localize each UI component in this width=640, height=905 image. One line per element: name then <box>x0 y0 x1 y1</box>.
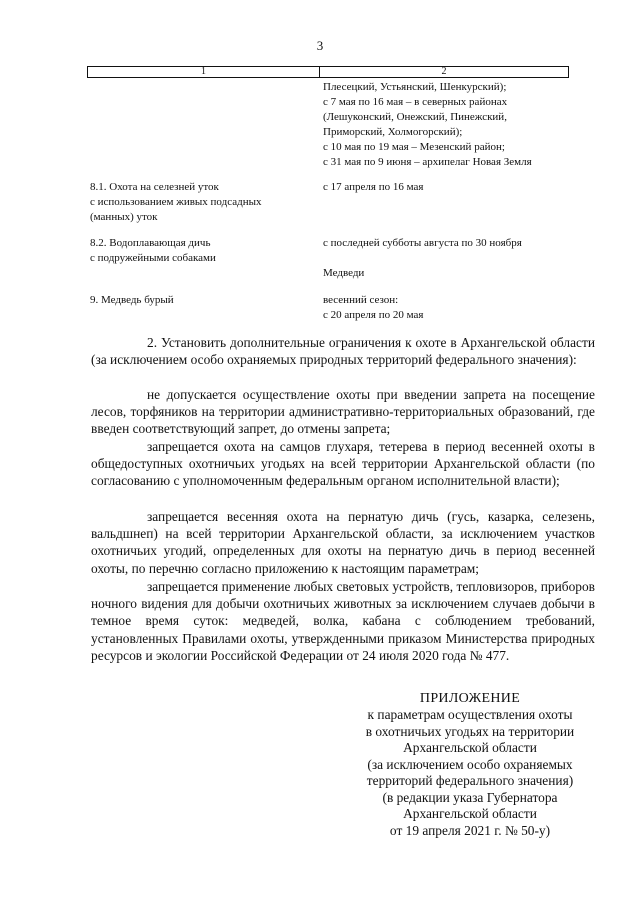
continuation-line: Плесецкий, Устьянский, Шенкурский); <box>323 81 507 93</box>
appendix-block <box>330 690 610 839</box>
appendix-line: (за исключением особо охраняемых <box>367 756 573 772</box>
continuation-line: с 7 мая по 16 мая – в северных районах <box>323 96 508 108</box>
page-number: 3 <box>316 38 324 53</box>
appendix-line: в охотничьих угодьях на территории <box>365 723 575 739</box>
column-1-header: 1 <box>88 67 320 78</box>
continuation-line: Приморский, Холмогорский); <box>323 126 463 138</box>
species-line: с использованием живых подсадных <box>90 196 262 208</box>
paragraph-restriction-2: запрещается охота на самцов глухаря, тетерева в период весенней охоты в общедоступных охотничьих угодьях на всей территории Архангельской области (по согласованию с уполномоченным федеральным органом исполнительной власти); <box>91 439 595 489</box>
species-line: (манных) уток <box>90 211 158 223</box>
table-header <box>87 66 569 78</box>
appendix-line: от 19 апреля 2021 г. № 50-у) <box>389 822 551 838</box>
paragraph-restriction-4: запрещается применение любых световых устройств, тепловизоров, приборов ночного видения для добычи охотничьих животных за исключением случаев добычи в темное время суток: медведей, волка, кабана с соблюдением требований, установленных Правилами охоты, утвержденными приказом Министерства природных ресурсов и экологии Российской Федерации от 24 июля 2020 года № 477. <box>91 579 595 663</box>
appendix-title: ПРИЛОЖЕНИЕ <box>419 691 521 706</box>
appendix-line: Архангельской области <box>403 740 537 755</box>
appendix-line: (в редакции указа Губернатора <box>382 789 558 805</box>
paragraph-restriction-3: запрещается весенняя охота на пернатую дичь (гусь, казарка, селезень, вальдшнеп) на всей территории Архангельской области, за исключением участков охотничьих угодий, определенных для охоты на пернатую дичь в период весенней охоты, по перечню согласно приложению к настоящим параметрам; <box>91 509 595 576</box>
paragraph-restriction-1: не допускается осуществление охоты при введении запрета на посещение лесов, торфяников на территории административно-территориальных образований, где введен соответствующий запрет, до отмены запрета; <box>91 387 595 437</box>
row-8-1-period <box>323 180 578 195</box>
continuation-line: с 31 мая по 9 июня – архипелаг Новая Земля <box>323 156 532 168</box>
period-line: с последней субботы августа по 30 ноября <box>323 237 522 249</box>
period-line: с 17 апреля по 16 мая <box>323 181 424 193</box>
species-line: 9. Медведь бурый <box>90 294 174 306</box>
row-8-2-period <box>323 236 578 251</box>
row-9-species <box>90 293 315 308</box>
species-line: 8.1. Охота на селезней уток <box>90 181 219 193</box>
period-line: с 20 апреля по 20 мая <box>323 309 424 321</box>
appendix-line: Архангельской области <box>403 806 537 821</box>
continuation-line: с 10 мая по 19 мая – Мезенский район; <box>323 141 505 153</box>
appendix-line: к параметрам осуществления охоты <box>367 707 573 722</box>
species-line: 8.2. Водоплавающая дичь <box>90 237 211 249</box>
continuation-cell <box>323 80 578 170</box>
period-line: весенний сезон: <box>323 294 399 306</box>
row-8-2-species <box>90 236 315 266</box>
species-line: с подружейными собаками <box>90 252 216 264</box>
row-8-1-species <box>90 180 315 225</box>
section-label-bears: Медведи <box>323 267 365 279</box>
paragraph-2-intro: 2. Установить дополнительные ограничения к охоте в Архангельской области (за исключением особо охраняемых природных территорий федерального значения): <box>91 335 595 368</box>
column-2-header: 2 <box>320 67 569 78</box>
continuation-line: (Лешуконский, Онежский, Пинежский, <box>323 111 507 123</box>
row-9-period <box>323 293 578 323</box>
appendix-line: территорий федерального значения) <box>366 773 574 788</box>
